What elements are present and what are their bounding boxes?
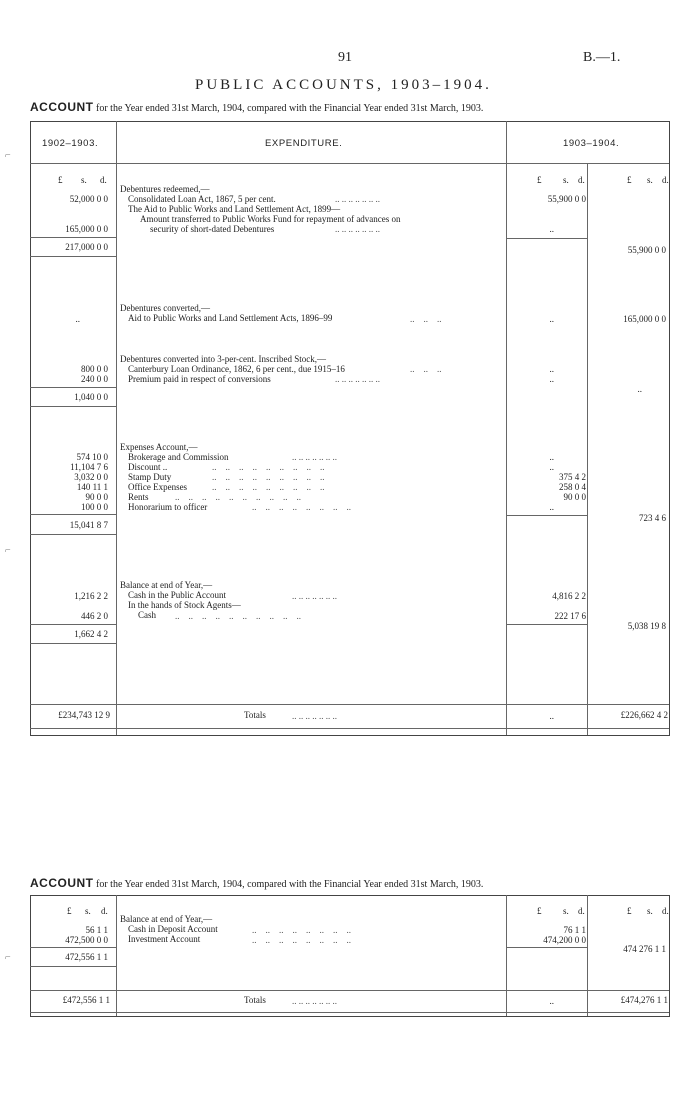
expense-item: Brokerage and Commission xyxy=(128,452,229,462)
account-caption xyxy=(30,876,483,890)
subtotal-rule xyxy=(30,643,116,644)
dot-leader: .. .. .. .. .. .. .. .. xyxy=(252,502,351,512)
margin-mark: ⌐ xyxy=(5,150,11,161)
total-1903: 474 276 1 1 xyxy=(623,944,666,954)
unit-shillings: s. xyxy=(647,906,653,916)
grand-total-1902: £234,743 12 9 xyxy=(58,710,110,720)
subtotal-1902: 217,000 0 0 xyxy=(65,242,108,252)
dot-leader: .. .. .. .. .. .. .. xyxy=(292,996,337,1006)
unit-pound: £ xyxy=(58,175,63,185)
amount-1902: 52,000 0 0 xyxy=(69,194,108,204)
grand-total-1903: £474,276 1 1 xyxy=(620,995,668,1005)
expense-amount-1902: 3,032 0 0 xyxy=(74,472,108,482)
unit-pound: £ xyxy=(537,175,542,185)
unit-shillings: s. xyxy=(647,175,653,185)
dot-leader: .. .. .. .. .. .. .. xyxy=(292,452,337,462)
margin-mark: ⌐ xyxy=(5,952,11,963)
amount-1903: .. xyxy=(549,364,554,374)
expense-amount-1902: 140 11 1 xyxy=(76,482,108,492)
amount-1903: 76 1 1 xyxy=(563,925,586,935)
header-expenditure: EXPENDITURE. xyxy=(265,138,343,149)
dot-leader: .. .. .. .. .. .. .. xyxy=(292,711,337,721)
line-item: Cash xyxy=(138,610,156,620)
expense-amount-1903: 258 0 4 xyxy=(559,482,586,492)
line-item: Premium paid in respect of conversions xyxy=(128,374,271,384)
amount-1903: 4,816 2 2 xyxy=(552,591,586,601)
page-title: PUBLIC ACCOUNTS, 1903–1904. xyxy=(195,77,492,93)
header-1903-1904: 1903–1904. xyxy=(563,138,620,149)
subtotal-rule xyxy=(506,624,588,625)
total-1903: 5,038 19 8 xyxy=(627,621,666,631)
account-caption xyxy=(30,100,483,114)
subtotal-rule xyxy=(506,515,588,516)
account-caption-bold: ACCOUNT xyxy=(30,876,94,890)
subtotal-rule xyxy=(30,256,116,257)
subtotal-1902: 1,040 0 0 xyxy=(74,392,108,402)
total-1903: 55,900 0 0 xyxy=(627,245,666,255)
dot-leader: .. .. .. .. .. .. .. .. .. xyxy=(212,462,325,472)
amount-1903: .. xyxy=(549,224,554,234)
expense-item: Stamp Duty xyxy=(128,472,172,482)
expense-amount-1902: 100 0 0 xyxy=(81,502,108,512)
subtotal-rule xyxy=(30,534,116,535)
unit-pence: d. xyxy=(662,175,669,185)
grand-total-1902: £472,556 1 1 xyxy=(62,995,110,1005)
unit-shillings: s. xyxy=(563,175,569,185)
line-item: security of short-dated Debentures xyxy=(150,224,275,234)
account-caption-bold: ACCOUNT xyxy=(30,100,94,114)
subtotal-rule xyxy=(506,238,588,239)
totals-double-rule xyxy=(30,1012,669,1013)
account-caption-text: for the Year ended 31st March, 1904, compared with the Financial Year ended 31st March, 1903. xyxy=(96,103,484,114)
totals-rule xyxy=(30,990,669,991)
expense-amount-1902: 11,104 7 6 xyxy=(70,462,108,472)
document-reference: B.—1. xyxy=(583,50,621,65)
subtotal-rule xyxy=(30,966,116,967)
column-rule xyxy=(116,895,117,1016)
line-item: In the hands of Stock Agents— xyxy=(128,600,241,610)
totals-double-rule xyxy=(30,728,669,729)
subtotal-1902: 1,662 4 2 xyxy=(74,629,108,639)
unit-shillings: s. xyxy=(85,906,91,916)
section-heading: Balance at end of Year,— xyxy=(120,580,213,590)
subtotal-rule xyxy=(30,237,116,238)
unit-shillings: s. xyxy=(81,175,87,185)
totals-label: Totals xyxy=(244,710,266,720)
amount-1902: 472,500 0 0 xyxy=(65,935,108,945)
section-heading: Debentures converted,— xyxy=(120,303,210,313)
unit-pound: £ xyxy=(67,906,72,916)
amount-1903: .. xyxy=(549,314,554,324)
line-item: Cash in Deposit Account xyxy=(128,924,218,934)
dot-leader: .. .. .. .. .. .. .. .. .. .. xyxy=(175,611,301,621)
line-item: Aid to Public Works and Land Settlement Acts, 1896–99 xyxy=(128,313,333,323)
dot-leader: .. .. .. xyxy=(410,314,442,324)
column-rule xyxy=(116,121,117,735)
dot-leader: .. .. .. .. .. .. .. .. .. .. xyxy=(175,492,301,502)
subtotal-rule xyxy=(30,406,116,407)
expense-item: Discount .. xyxy=(128,462,168,472)
amount-1902: 56 1 1 xyxy=(85,925,108,935)
totals-rule xyxy=(30,704,669,705)
dot-leader: .. .. .. .. .. .. .. xyxy=(335,194,380,204)
amount-1902: 240 0 0 xyxy=(81,374,108,384)
subtotal-rule xyxy=(30,624,116,625)
unit-shillings: s. xyxy=(563,906,569,916)
subtotal-rule xyxy=(30,514,116,515)
unit-pence: d. xyxy=(100,175,107,185)
expense-amount-1903: .. xyxy=(549,502,554,512)
expense-amount-1902: 90 0 0 xyxy=(85,492,108,502)
subtotal-1902: 472,556 1 1 xyxy=(65,952,108,962)
margin-mark: ⌐ xyxy=(5,545,11,556)
section-heading: Debentures converted into 3-per-cent. Inscribed Stock,— xyxy=(120,354,326,364)
section-heading: Balance at end of Year,— xyxy=(120,914,213,924)
line-item: Consolidated Loan Act, 1867, 5 per cent. xyxy=(128,194,276,204)
dot-leader: .. .. .. .. .. .. .. .. .. xyxy=(212,472,325,482)
amount-1902: 165,000 0 0 xyxy=(65,224,108,234)
unit-pound: £ xyxy=(627,906,632,916)
expense-item: Rents xyxy=(128,492,149,502)
dot-leader: .. .. .. .. .. .. .. .. xyxy=(252,935,351,945)
amount-1902: 1,216 2 2 xyxy=(74,591,108,601)
expense-item: Honorarium to officer xyxy=(128,502,208,512)
expense-item: Office Expenses xyxy=(128,482,188,492)
subtotal-rule xyxy=(506,947,588,948)
amount-1903: 222 17 6 xyxy=(554,611,586,621)
subtotal-rule xyxy=(30,947,116,948)
header-1902-1903: 1902–1903. xyxy=(42,138,99,149)
expense-amount-1902: 574 10 0 xyxy=(76,452,108,462)
totals-mid-1903: .. xyxy=(549,996,554,1006)
total-1903: 165,000 0 0 xyxy=(623,314,666,324)
amount-1902: 800 0 0 xyxy=(81,364,108,374)
account-caption-text: for the Year ended 31st March, 1904, compared with the Financial Year ended 31st March, 1903. xyxy=(96,879,484,890)
total-1903: .. xyxy=(637,384,642,394)
expense-amount-1903: .. xyxy=(549,462,554,472)
section-heading: Debentures redeemed,— xyxy=(120,184,210,194)
section-heading: Expenses Account,— xyxy=(120,442,198,452)
total-1903: 723 4 6 xyxy=(639,513,666,523)
header-rule xyxy=(30,163,669,164)
subtotal-1902: 15,041 8 7 xyxy=(69,520,108,530)
line-item: The Aid to Public Works and Land Settlement Act, 1899— xyxy=(128,204,341,214)
unit-pence: d. xyxy=(662,906,669,916)
line-item: Canterbury Loan Ordinance, 1862, 6 per cent., due 1915–16 xyxy=(128,364,345,374)
dot-leader: .. .. .. .. .. .. .. .. .. xyxy=(212,482,325,492)
expense-amount-1903: 90 0 0 xyxy=(563,492,586,502)
dot-leader: .. .. .. .. .. .. .. xyxy=(292,591,337,601)
dot-leader: .. .. .. .. .. .. .. xyxy=(335,374,380,384)
line-item: Amount transferred to Public Works Fund for repayment of advances on xyxy=(140,214,401,224)
totals-mid-1903: .. xyxy=(549,711,554,721)
unit-pence: d. xyxy=(578,906,585,916)
column-rule xyxy=(506,121,507,735)
line-item: Investment Account xyxy=(128,934,201,944)
subtotal-rule xyxy=(30,387,116,388)
dot-leader: .. .. .. .. .. .. .. xyxy=(335,224,380,234)
grand-total-1903: £226,662 4 2 xyxy=(620,710,668,720)
expense-amount-1903: 375 4 2 xyxy=(559,472,586,482)
unit-pence: d. xyxy=(101,906,108,916)
amount-1903: 55,900 0 0 xyxy=(547,194,586,204)
amount-1902: .. xyxy=(75,314,80,324)
totals-label: Totals xyxy=(244,995,266,1005)
dot-leader: .. .. .. xyxy=(410,364,442,374)
unit-pound: £ xyxy=(537,906,542,916)
page-number: 91 xyxy=(338,50,352,65)
expense-amount-1903: .. xyxy=(549,452,554,462)
unit-pound: £ xyxy=(627,175,632,185)
dot-leader: .. .. .. .. .. .. .. .. xyxy=(252,925,351,935)
line-item: Cash in the Public Account xyxy=(128,590,226,600)
amount-1903: 474,200 0 0 xyxy=(543,935,586,945)
amount-1903: .. xyxy=(549,374,554,384)
unit-pence: d. xyxy=(578,175,585,185)
amount-1902: 446 2 0 xyxy=(81,611,108,621)
